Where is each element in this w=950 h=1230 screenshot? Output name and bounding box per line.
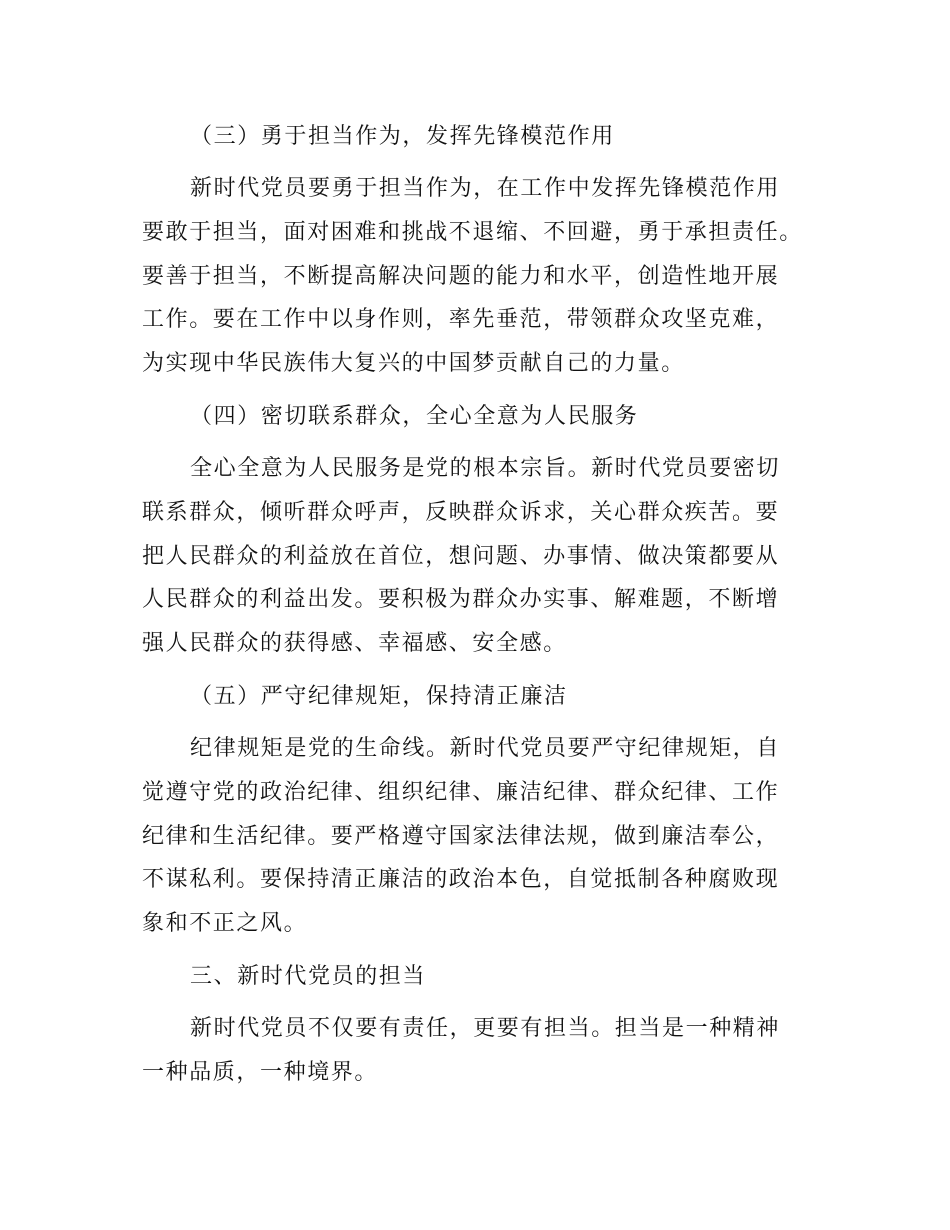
paragraph-line: 工作。要在工作中以身作则，率先垂范，带领群众攻坚克难， <box>142 307 780 332</box>
paragraph-line: 觉遵守党的政治纪律、组织纪律、廉洁纪律、群众纪律、工作 <box>142 780 780 805</box>
paragraph-line: 象和不正之风。 <box>142 911 308 936</box>
paragraph-line: 不谋私利。要保持清正廉洁的政治本色，自觉抵制各种腐败现 <box>142 867 780 892</box>
paragraph-line: 纪律规矩是党的生命线。新时代党员要严守纪律规矩，自 <box>190 736 781 761</box>
paragraph-line: 新时代党员要勇于担当作为，在工作中发挥先锋模范作用 <box>190 176 781 201</box>
paragraph-line: 为实现中华民族伟大复兴的中国梦贡献自己的力量。 <box>142 351 685 376</box>
section-heading: 三、新时代党员的担当 <box>190 964 427 989</box>
paragraph-line: 一种品质，一种境界。 <box>142 1060 379 1085</box>
paragraph-line: 把人民群众的利益放在首位，想问题、办事情、做决策都要从 <box>142 544 780 569</box>
section-heading: （四）密切联系群众，全心全意为人民服务 <box>190 404 639 429</box>
paragraph-line: 强人民群众的获得感、幸福感、安全感。 <box>142 631 567 656</box>
paragraph-line: 全心全意为人民服务是党的根本宗旨。新时代党员要密切 <box>190 456 781 481</box>
paragraph-line: 要善于担当，不断提高解决问题的能力和水平，创造性地开展 <box>142 264 780 289</box>
paragraph-line: 联系群众，倾听群众呼声，反映群众诉求，关心群众疾苦。要 <box>142 500 780 525</box>
paragraph-line: 纪律和生活纪律。要严格遵守国家法律法规，做到廉洁奉公， <box>142 824 780 849</box>
section-heading: （五）严守纪律规矩，保持清正廉洁 <box>190 684 568 709</box>
section-heading: （三）勇于担当作为，发挥先锋模范作用 <box>190 124 615 149</box>
paragraph-line: 人民群众的利益出发。要积极为群众办实事、解难题，不断增 <box>142 587 780 612</box>
paragraph-line: 新时代党员不仅要有责任，更要有担当。担当是一种精神 <box>190 1016 781 1041</box>
paragraph-line: 要敢于担当，面对困难和挑战不退缩、不回避，勇于承担责任。 <box>142 220 803 245</box>
